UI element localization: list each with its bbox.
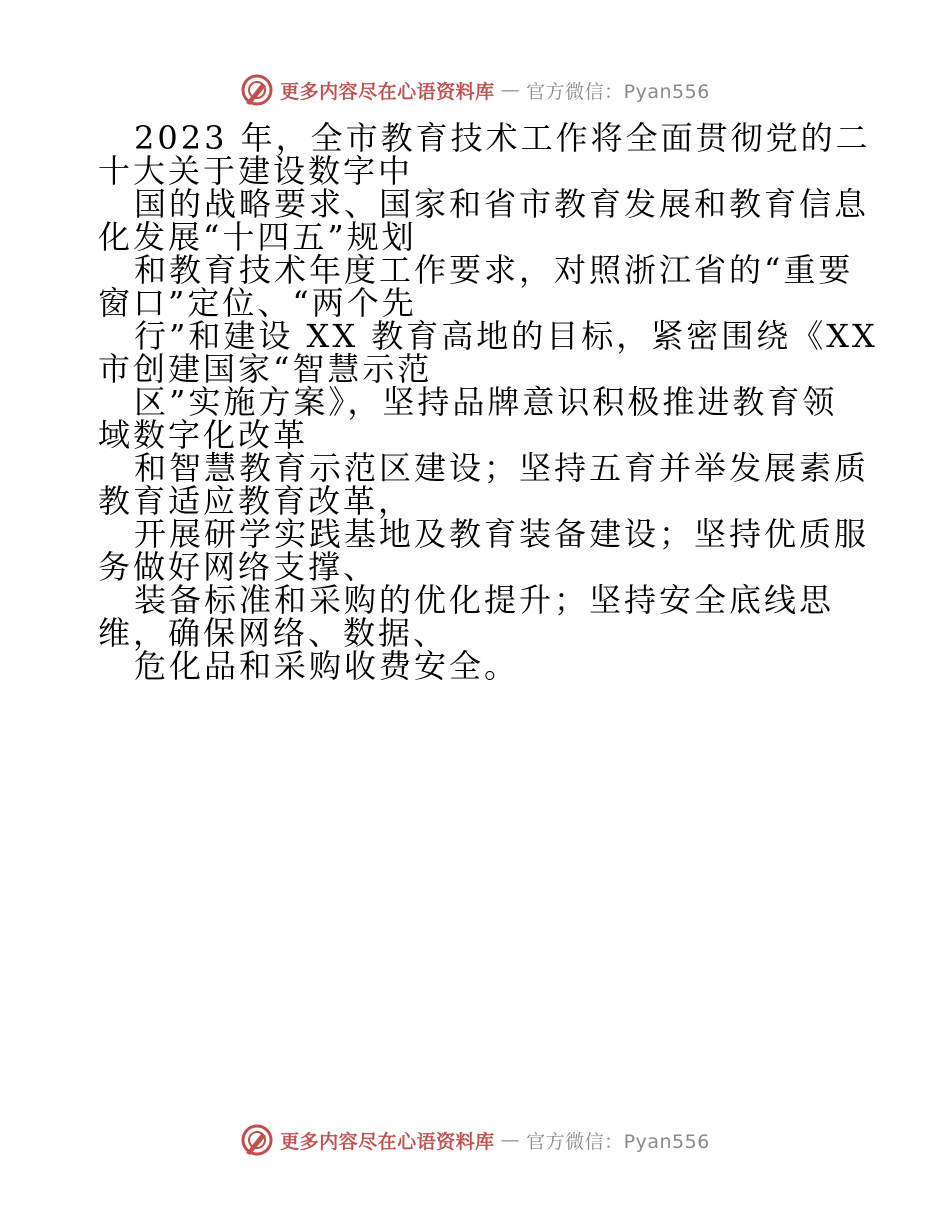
paragraph-line: 2023 年，全市教育技术工作将全面贯彻党的二 xyxy=(134,119,871,157)
header-watermark xyxy=(0,70,950,110)
watermark-contact-text: 官方微信：Pyan556 xyxy=(526,80,710,103)
paragraph-line: 和智慧教育示范区建设；坚持五育并举发展素质 xyxy=(134,449,870,487)
watermark-separator: — xyxy=(500,1129,521,1151)
paragraph xyxy=(98,251,858,322)
paragraph-line: 窗口”定位、“两个先 xyxy=(98,284,417,322)
paragraph-line: 化发展“十四五”规划 xyxy=(98,218,417,256)
paragraph-line: 十大关于建设数字中 xyxy=(98,152,414,190)
paragraph-line: 国的战略要求、国家和省市教育发展和教育信息 xyxy=(134,185,870,223)
paragraph-line: 维，确保网络、数据、 xyxy=(98,614,449,652)
paragraph-line: 务做好网络支撑、 xyxy=(98,548,379,586)
paragraph-line: 教育适应教育改革， xyxy=(98,482,414,520)
paragraph xyxy=(98,449,870,520)
paragraph xyxy=(98,119,871,190)
paragraph-line: 危化品和采购收费安全。 xyxy=(134,647,520,685)
watermark-brand-text: 更多内容尽在心语资料库 xyxy=(280,80,495,103)
paragraph-line: 装备标准和采购的优化提升；坚持安全底线思 xyxy=(134,581,835,619)
pen-logo-icon xyxy=(240,1123,274,1157)
paragraph xyxy=(98,383,858,454)
paragraph-line: 域数字化改革 xyxy=(98,416,309,454)
footer-watermark xyxy=(0,1120,950,1160)
watermark-brand-text: 更多内容尽在心语资料库 xyxy=(280,1130,495,1153)
paragraph xyxy=(98,317,878,388)
paragraph-line: 和教育技术年度工作要求，对照浙江省的“重要 xyxy=(134,251,854,289)
paragraph-line: 开展研学实践基地及教育装备建设；坚持优质服 xyxy=(134,515,870,553)
watermark-separator: — xyxy=(500,79,521,101)
pen-logo-icon xyxy=(240,73,274,107)
document-body xyxy=(98,119,878,685)
paragraph-line: 区”实施方案》，坚持品牌意识积极推进教育领 xyxy=(134,383,838,421)
paragraph xyxy=(98,581,858,652)
watermark-contact-text: 官方微信：Pyan556 xyxy=(526,1130,710,1153)
paragraph xyxy=(98,647,858,685)
paragraph xyxy=(98,515,870,586)
paragraph-line: 市创建国家“智慧示范 xyxy=(98,350,433,388)
paragraph xyxy=(98,185,870,256)
paragraph-line: 行”和建设 XX 教育高地的目标，紧密围绕《XX xyxy=(134,317,878,355)
